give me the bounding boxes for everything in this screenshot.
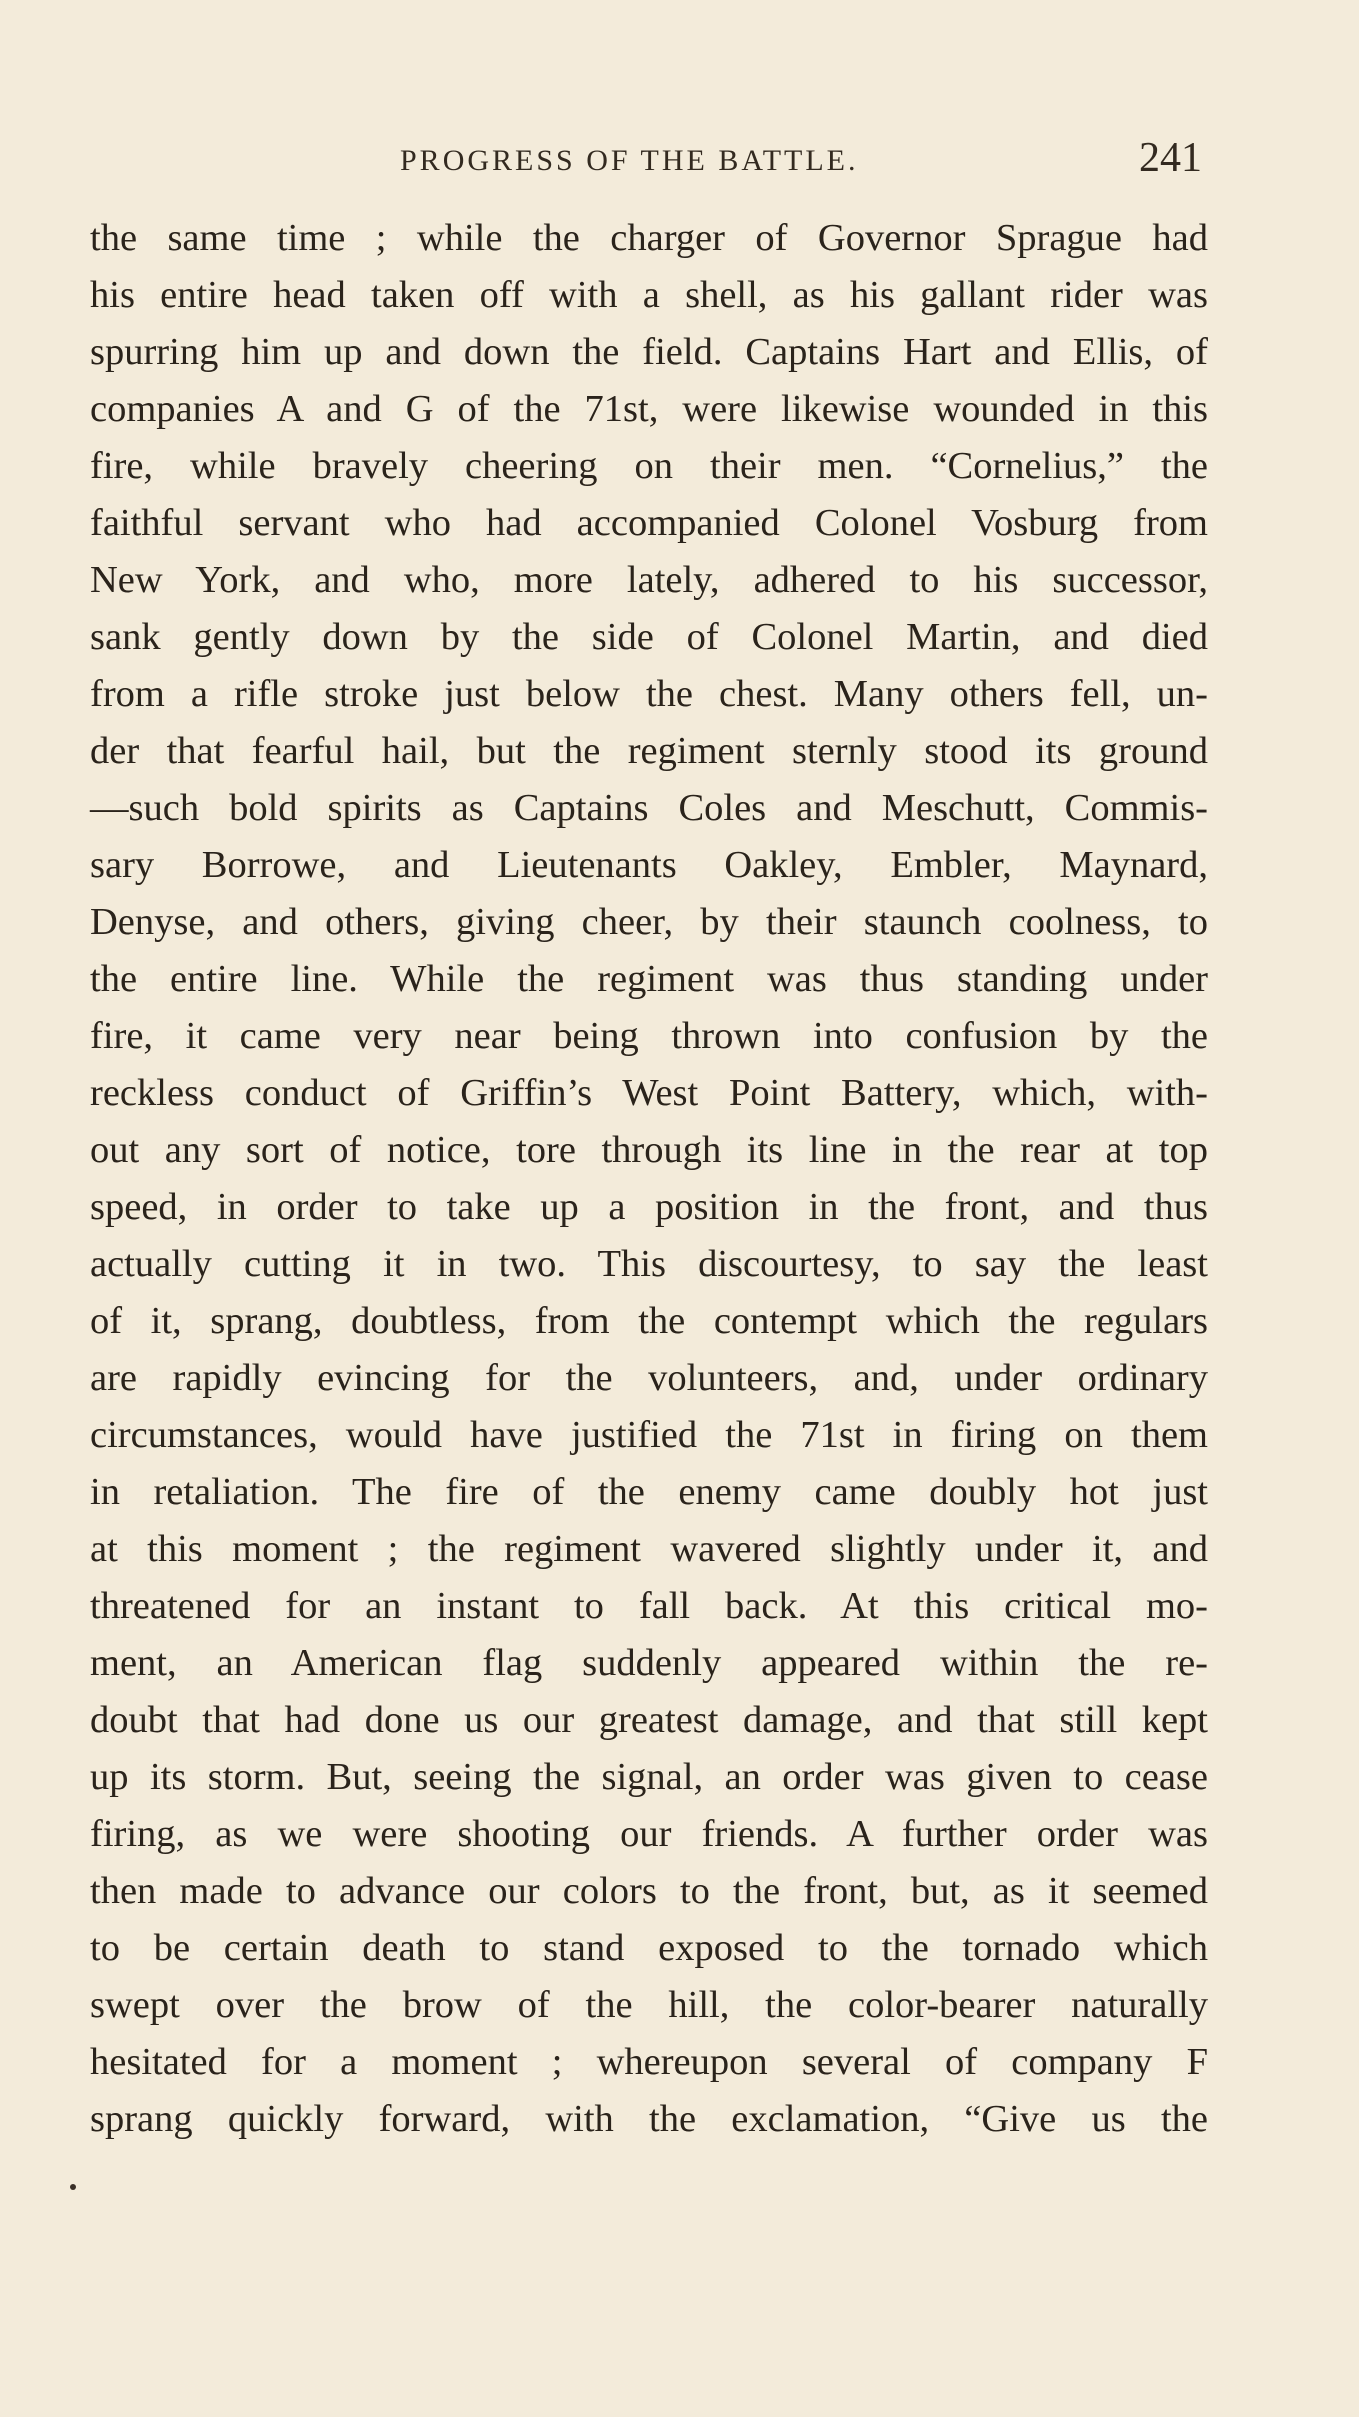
text-line: fire, it came very near being thrown into confusion by the [90, 1015, 1208, 1057]
text-line: companies A and G of the 71st, were likewise wounded in this [90, 388, 1208, 430]
text-line: up its storm. But, seeing the signal, an order was given to cease [90, 1756, 1208, 1798]
text-line: of it, sprang, doubtless, from the contempt which the regulars [90, 1300, 1208, 1342]
text-line: Denyse, and others, giving cheer, by their staunch coolness, to [90, 901, 1208, 943]
running-head [90, 134, 1220, 194]
text-line: the entire line. While the regiment was thus standing under [90, 958, 1208, 1000]
text-line: spurring him up and down the field. Captains Hart and Ellis, of [90, 331, 1208, 373]
text-line: actually cutting it in two. This discourtesy, to say the least [90, 1243, 1208, 1285]
text-line: in retaliation. The fire of the enemy came doubly hot just [90, 1471, 1208, 1513]
text-line: sprang quickly forward, with the exclamation, “Give us the [90, 2098, 1208, 2140]
text-line: out any sort of notice, tore through its line in the rear at top [90, 1129, 1208, 1171]
text-line: fire, while bravely cheering on their men. “Cornelius,” the [90, 445, 1208, 487]
text-line: der that fearful hail, but the regiment sternly stood its ground [90, 730, 1208, 772]
running-title: PROGRESS OF THE BATTLE. [400, 144, 859, 177]
text-line: the same time ; while the charger of Governor Sprague had [90, 217, 1208, 259]
text-line: faithful servant who had accompanied Colonel Vosburg from [90, 502, 1208, 544]
ink-speck [70, 2184, 76, 2190]
text-line: his entire head taken off with a shell, as his gallant rider was [90, 274, 1208, 316]
page-number: 241 [1139, 135, 1202, 181]
text-line: hesitated for a moment ; whereupon several of company F [90, 2041, 1208, 2083]
text-line: —such bold spirits as Captains Coles and Meschutt, Commis- [90, 787, 1208, 829]
text-line: at this moment ; the regiment wavered slightly under it, and [90, 1528, 1208, 1570]
text-line: threatened for an instant to fall back. At this critical mo- [90, 1585, 1208, 1627]
text-line: reckless conduct of Griffin’s West Point Battery, which, with- [90, 1072, 1208, 1114]
text-line: New York, and who, more lately, adhered to his successor, [90, 559, 1208, 601]
text-line: sank gently down by the side of Colonel Martin, and died [90, 616, 1208, 658]
text-line: from a rifle stroke just below the chest. Many others fell, un- [90, 673, 1208, 715]
text-line: speed, in order to take up a position in the front, and thus [90, 1186, 1208, 1228]
text-line: doubt that had done us our greatest damage, and that still kept [90, 1699, 1208, 1741]
text-line: are rapidly evincing for the volunteers, and, under ordinary [90, 1357, 1208, 1399]
text-line: then made to advance our colors to the front, but, as it seemed [90, 1870, 1208, 1912]
text-line: sary Borrowe, and Lieutenants Oakley, Embler, Maynard, [90, 844, 1208, 886]
text-line: swept over the brow of the hill, the color-bearer naturally [90, 1984, 1208, 2026]
text-line: ment, an American flag suddenly appeared within the re- [90, 1642, 1208, 1684]
text-line: to be certain death to stand exposed to the tornado which [90, 1927, 1208, 1969]
text-line: circumstances, would have justified the 71st in firing on them [90, 1414, 1208, 1456]
text-line: firing, as we were shooting our friends. A further order was [90, 1813, 1208, 1855]
body-text [90, 210, 1208, 2148]
